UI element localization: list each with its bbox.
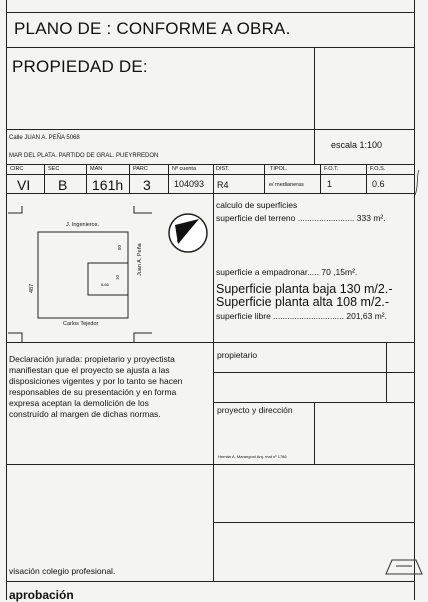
cadastre-fos: 0.6 bbox=[372, 179, 385, 189]
declaration-line: construído al margen de dichas normas. bbox=[9, 409, 161, 419]
street-bottom-label: Carlos Tejedor bbox=[63, 321, 99, 327]
lot-dim-b: 8,66 bbox=[101, 282, 109, 287]
cadastre-header-man: MAN bbox=[90, 166, 103, 172]
cadastre-fot: 1 bbox=[327, 179, 333, 189]
declaration-line: disposiciones vigentes y por lo tanto se hacen bbox=[9, 376, 183, 386]
visa-label: visación colegio profesional. bbox=[9, 566, 116, 576]
architect-name: Hernán A. Marangoni Arq. mat nº 1786 bbox=[218, 454, 287, 459]
surfaces-title: calculo de superficies bbox=[216, 200, 298, 210]
declaration-line: Declaración jurada: propietario y proyectista bbox=[9, 354, 175, 364]
declaration-line: responsables de su presentación y en forma bbox=[9, 387, 177, 397]
cadastre-tipol: e/ medianeras bbox=[269, 182, 304, 188]
page-title: PLANO DE : CONFORME A OBRA. bbox=[14, 19, 291, 38]
approval-label: aprobación bbox=[9, 588, 74, 602]
street-left-label: 487 bbox=[29, 283, 35, 293]
declaration-line: manifiestan que el proyecto se ajusta a las bbox=[9, 365, 170, 375]
cadastre-man: 161h bbox=[92, 177, 124, 193]
cadastre-parc: 3 bbox=[143, 177, 151, 193]
cadastre-header-dist: DIST. bbox=[216, 166, 230, 172]
cadastre-sec: B bbox=[58, 177, 68, 193]
scale-label: escala 1:100 bbox=[331, 140, 383, 150]
cadastre-header-tipol: TIPOL. bbox=[270, 166, 288, 172]
cadastre-account: 104093 bbox=[174, 179, 205, 189]
surface-upper-floor: Superficie planta alta 108 m/2.- bbox=[216, 295, 390, 309]
project-signature-label: proyecto y dirección bbox=[217, 405, 293, 415]
cadastre-header-sec: SEC bbox=[48, 166, 60, 172]
surface-terrain: superficie del terreno ........................ 333 m². bbox=[216, 213, 386, 223]
owner-signature-label: propietario bbox=[217, 350, 258, 360]
surface-ground-floor: Superficie planta baja 130 m/2.- bbox=[216, 282, 393, 296]
street-right-label: Juan A. Peña bbox=[137, 243, 143, 276]
cadastre-header-account: Nº cuenta bbox=[172, 166, 197, 172]
cadastre-circ: VI bbox=[17, 177, 31, 193]
street-top-label: J. Ingenieros. bbox=[66, 222, 100, 228]
lot-dim-a: 10 bbox=[115, 274, 120, 280]
cadastre-header-fos: F.O.S. bbox=[370, 166, 386, 172]
cadastre-dist: R4 bbox=[217, 180, 229, 190]
cadastre-header-parc: PARC bbox=[133, 166, 148, 172]
cadastre-header-fot: F.O.T. bbox=[324, 166, 339, 172]
declaration-line: expresa aceptan la demolición de los bbox=[9, 398, 149, 408]
stamp-icon bbox=[386, 560, 422, 574]
lot-number: 50 bbox=[117, 244, 122, 250]
owner-label: PROPIEDAD DE: bbox=[12, 57, 148, 76]
street-address: Calle JUAN A. PEÑA 5068 bbox=[9, 135, 80, 141]
cadastre-header-circ: CIRC bbox=[10, 166, 24, 172]
surface-free: superficie libre .............................. 201,63 m². bbox=[216, 311, 388, 321]
north-arrow-icon bbox=[169, 214, 207, 252]
surface-buildable: superficie a empadronar..... 70 ,15m². bbox=[216, 267, 358, 277]
city-line: MAR DEL PLATA. PARTIDO DE GRAL. PUEYRREDON bbox=[9, 153, 159, 159]
